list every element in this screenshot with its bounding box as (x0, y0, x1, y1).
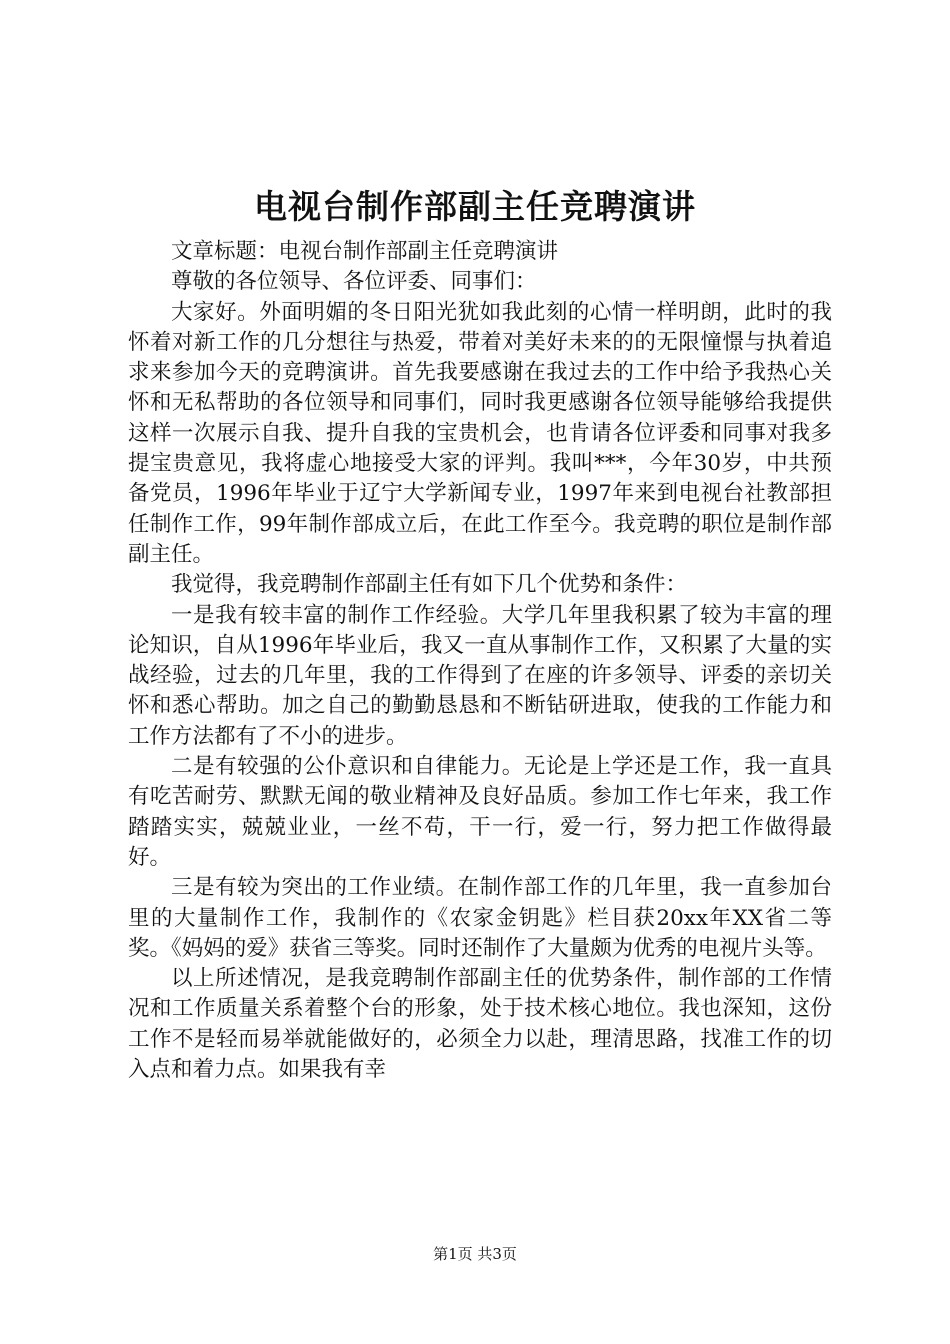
paragraph: 一是我有较丰富的制作工作经验。大学几年里我积累了较为丰富的理论知识，自从1996年毕业后，我又一直从事制作工作，又积累了大量的实战经验，过去的几年里，我的工作得到了在座的许多领导、评委的亲切关怀和悉心帮助。加之自己的勤勤恳恳和不断钻研进取，使我的工作能力和工作方法都有了不小的进步。 (128, 602, 832, 749)
paragraph: 以上所述情况，是我竞聘制作部副主任的优势条件，制作部的工作情况和工作质量关系着整个台的形象，处于技术核心地位。我也深知，这份工作不是轻而易举就能做好的，必须全力以赴，理清思路，找准工作的切入点和着力点。如果我有幸 (128, 966, 832, 1083)
paragraph: 我觉得，我竞聘制作部副主任有如下几个优势和条件： (171, 572, 688, 598)
paragraph: 三是有较为突出的工作业绩。在制作部工作的几年里，我一直参加台里的大量制作工作，我制作的《农家金钥匙》栏目获20xx年XX省二等奖。《妈妈的爱》获省三等奖。同时还制作了大量颇为优秀的电视片头等。 (128, 875, 832, 961)
salutation: 尊敬的各位领导、各位评委、同事们： (171, 269, 537, 295)
document-body (128, 237, 832, 1085)
paragraph: 二是有较强的公仆意识和自律能力。无论是上学还是工作，我一直具有吃苦耐劳、默默无闻的敬业精神及良好品质。参加工作七年来，我工作踏踏实实，兢兢业业，一丝不苟，干一行，爱一行，努力把工作做得最好。 (128, 754, 832, 870)
page-number: 第1页 共3页 (433, 1245, 517, 1263)
document-title: 电视台制作部副主任竞聘演讲 (254, 187, 696, 226)
paragraph: 大家好。外面明媚的冬日阳光犹如我此刻的心情一样明朗，此时的我怀着对新工作的几分想往与热爱，带着对美好未来的的无限憧憬与执着追求来参加今天的竞聘演讲。首先我要感谢在我过去的工作中给予我热心关怀和无私帮助的各位领导和同事们，同时我更感谢各位领导能够给我提供这样一次展示自我、提升自我的宝贵机会，也肯请各位评委和同事对我多提宝贵意见，我将虚心地接受大家的评判。我叫***，今年30岁，中共预备党员，1996年毕业于辽宁大学新闻专业，1997年来到电视台社教部担任制作工作，99年制作部成立后，在此工作至今。我竞聘的职位是制作部副主任。 (128, 299, 832, 567)
article-title-line: 文章标题：电视台制作部副主任竞聘演讲 (171, 239, 559, 264)
